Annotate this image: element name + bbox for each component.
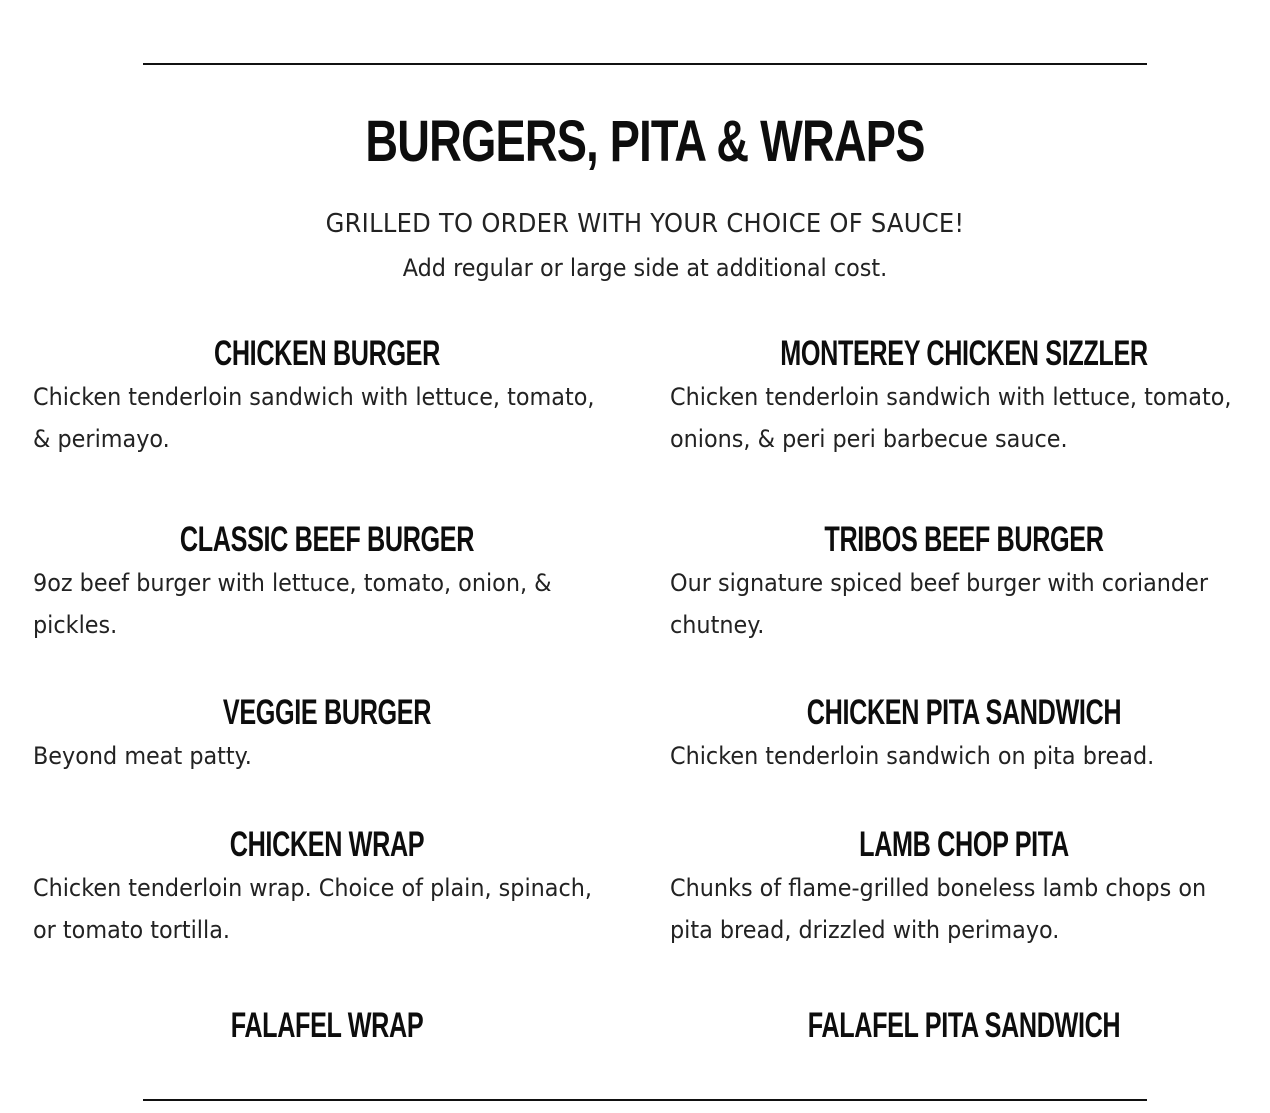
bottom-divider (143, 1099, 1147, 1101)
menu-item-classic-beef-burger (33, 518, 621, 646)
section-note: Add regular or large side at additional cost. (402, 254, 888, 282)
menu-item-falafel-wrap (33, 1004, 621, 1048)
menu-item-description: Beyond meat patty. (33, 742, 252, 770)
menu-item-description: 9oz beef burger with lettuce, tomato, onion, & pickles. (33, 569, 552, 639)
menu-item-chicken-wrap (33, 823, 621, 951)
menu-item-name: LAMB CHOP PITA (859, 825, 1069, 864)
menu-item-tribos-beef-burger (670, 518, 1258, 646)
menu-item-description: Our signature spiced beef burger with coriander chutney. (670, 569, 1208, 639)
menu-item-name: VEGGIE BURGER (222, 693, 432, 732)
menu-item-description: Chicken tenderloin sandwich on pita bread. (670, 742, 1155, 770)
menu-item-name: FALAFEL PITA SANDWICH (807, 1006, 1121, 1045)
menu-item-chicken-pita-sandwich (670, 691, 1258, 777)
menu-item-veggie-burger (33, 691, 621, 777)
section-title: BURGERS, PITA & WRAPS (365, 109, 925, 174)
menu-item-description: Chicken tenderloin sandwich with lettuce, tomato, & perimayo. (33, 383, 595, 453)
top-divider (143, 63, 1147, 65)
menu-item-description: Chicken tenderloin sandwich with lettuce, tomato, onions, & peri peri barbecue sauce. (670, 383, 1232, 453)
section-subtitle: GRILLED TO ORDER WITH YOUR CHOICE OF SAUCE! (325, 209, 965, 239)
menu-item-name: CHICKEN BURGER (214, 334, 440, 373)
menu-item-name: CLASSIC BEEF BURGER (179, 520, 475, 559)
menu-item-name: MONTEREY CHICKEN SIZZLER (780, 334, 1148, 373)
menu-item-monterey-chicken-sizzler (670, 332, 1258, 460)
menu-item-name: CHICKEN WRAP (229, 825, 425, 864)
menu-item-description: Chicken tenderloin wrap. Choice of plain, spinach, or tomato tortilla. (33, 874, 593, 944)
menu-item-lamb-chop-pita (670, 823, 1258, 951)
menu-item-name: FALAFEL WRAP (230, 1006, 424, 1045)
menu-item-name: TRIBOS BEEF BURGER (824, 520, 1104, 559)
menu-item-name: CHICKEN PITA SANDWICH (806, 693, 1122, 732)
menu-item-chicken-burger (33, 332, 621, 460)
menu-item-description: Chunks of flame-grilled boneless lamb chops on pita bread, drizzled with perimayo. (670, 874, 1207, 944)
menu-item-falafel-pita-sandwich (670, 1004, 1258, 1048)
